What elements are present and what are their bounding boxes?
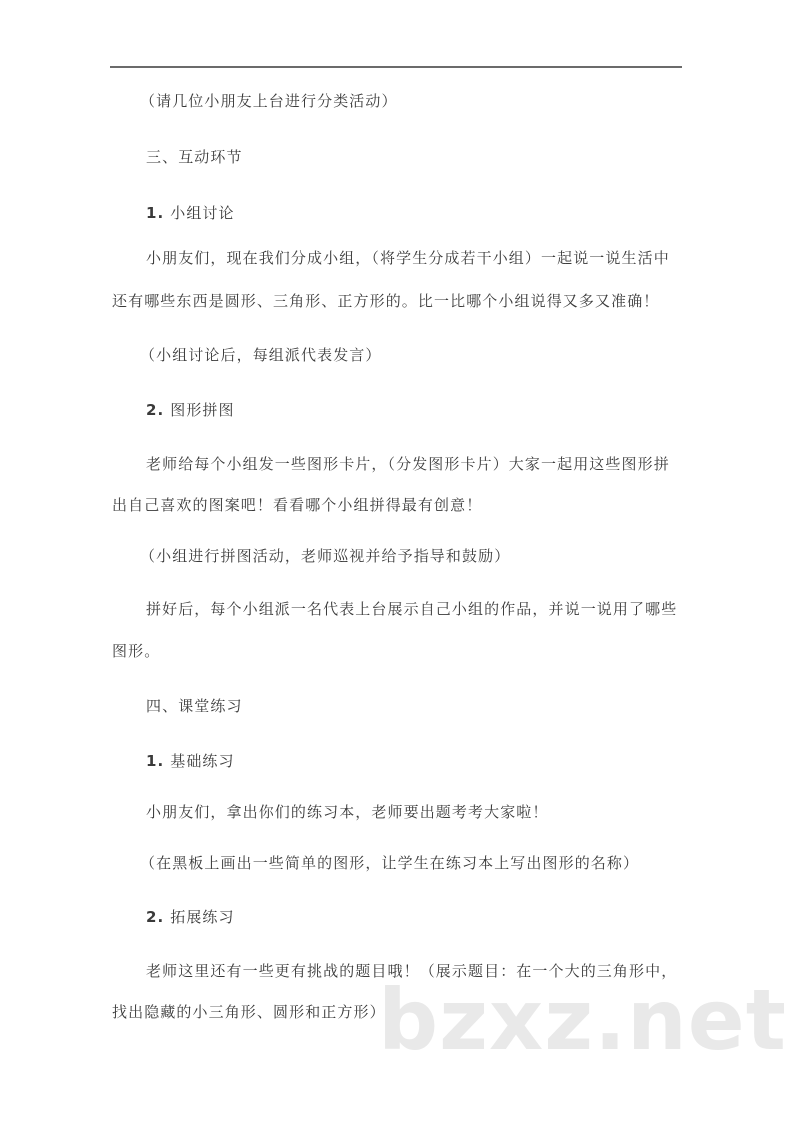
- paragraph-group-report: （小组讨论后，每组派代表发言）: [140, 346, 382, 364]
- paragraph-line: 还有哪些东西是圆形、三角形、正方形的。比一比哪个小组说得又多又准确！: [112, 292, 660, 310]
- paragraph-line: 小朋友们，现在我们分成小组，（将学生分成若干小组）一起说一说生活中: [146, 249, 670, 267]
- subheading-extended-practice: [146, 907, 235, 927]
- paragraph-line: 老师给每个小组发一些图形卡片，（分发图形卡片）大家一起用这些图形拼: [146, 455, 670, 473]
- paragraph-puzzle-activity: （小组进行拼图活动，老师巡视并给予指导和鼓励）: [140, 547, 511, 565]
- section-heading-practice: 四、课堂练习: [146, 697, 243, 715]
- paragraph-line: 图形。: [112, 642, 161, 660]
- paragraph-classification-activity: （请几位小朋友上台进行分类活动）: [140, 92, 398, 110]
- paragraph-blackboard: （在黑板上画出一些简单的图形，让学生在练习本上写出图形的名称）: [140, 854, 640, 872]
- paragraph-line: 拼好后，每个小组派一名代表上台展示自己小组的作品，并说一说用了哪些: [146, 600, 678, 618]
- subheading-number: 1.: [146, 204, 165, 222]
- subheading-text: 图形拼图: [170, 401, 235, 419]
- subheading-number: 1.: [146, 752, 165, 770]
- subheading-basic-practice: [146, 751, 235, 771]
- subheading-number: 2.: [146, 401, 165, 419]
- section-heading-interaction: 三、互动环节: [146, 148, 243, 166]
- subheading-text: 拓展练习: [170, 908, 235, 926]
- header-rule: [110, 66, 682, 68]
- paragraph-line: 出自己喜欢的图案吧！看看哪个小组拼得最有创意！: [112, 496, 483, 514]
- subheading-text: 小组讨论: [170, 204, 235, 222]
- paragraph-line: 找出隐藏的小三角形、圆形和正方形）: [112, 1003, 386, 1021]
- subheading-text: 基础练习: [170, 752, 235, 770]
- paragraph-line: 老师这里还有一些更有挑战的题目哦！（展示题目：在一个大的三角形中，: [146, 962, 678, 980]
- subheading-number: 2.: [146, 908, 165, 926]
- watermark-logo: bzxz.net: [378, 971, 787, 1069]
- subheading-group-discussion: [146, 203, 235, 223]
- paragraph-line: 小朋友们，拿出你们的练习本，老师要出题考考大家啦！: [146, 803, 549, 821]
- subheading-shape-puzzle: [146, 400, 235, 420]
